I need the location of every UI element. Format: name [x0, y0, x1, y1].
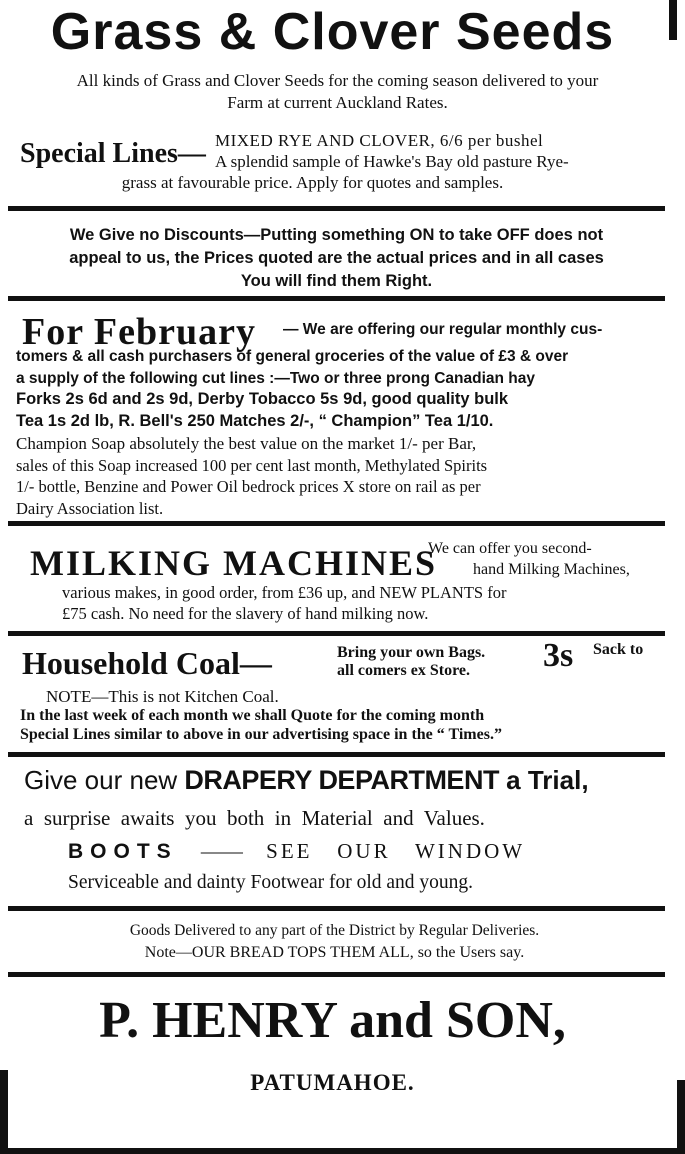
- footer-place: PATUMAHOE.: [250, 1070, 415, 1095]
- delivery-line: Note—OUR BREAD TOPS THEM ALL, so the Users say.: [144, 944, 525, 961]
- discounts-block: [12, 224, 661, 293]
- divider: [8, 296, 665, 301]
- coal-line: In the last week of each month we shall Quote for the coming month: [20, 707, 485, 724]
- special-line: A splendid sample of Hawke's Bay old pasture Rye-: [215, 152, 569, 171]
- february-line: sales of this Soap increased 100 per cent last month, Methylated Spirits: [16, 455, 488, 475]
- border-mark-bottom-right: [677, 1080, 685, 1154]
- boots-dash: ——: [200, 839, 243, 863]
- border-mark-top-right: [669, 0, 677, 40]
- coal-bags: [337, 644, 485, 680]
- coal-note: NOTE—This is not Kitchen Coal.: [46, 687, 279, 706]
- coal-heading: Household Coal—: [22, 645, 272, 681]
- special-lines-label: Special Lines—: [20, 138, 206, 169]
- divider: [8, 752, 665, 757]
- february-line: Forks 2s 6d and 2s 9d, Derby Tobacco 5s 9d, good quality bulk: [16, 390, 509, 409]
- february-line: tomers & all cash purchasers of general groceries of the value of £3 & over: [16, 348, 569, 365]
- drapery-text: Give our new: [24, 765, 185, 795]
- milking-detail: [62, 582, 663, 624]
- milking-line: various makes, in good order, from £36 up, and NEW PLANTS for: [62, 583, 507, 602]
- drapery-department: DRAPERY DEPARTMENT: [184, 765, 499, 795]
- special-line: MIXED RYE AND CLOVER, 6/6 per bushel: [215, 131, 544, 150]
- milking-line: hand Milking Machines,: [473, 561, 630, 578]
- divider: [8, 972, 665, 977]
- february-heading: For February: [22, 311, 256, 353]
- drapery-line: a surprise awaits you both in Material and Values.: [24, 806, 485, 830]
- milking-line: We can offer you second-: [428, 540, 592, 557]
- february-line: Champion Soap absolutely the best value on the market 1/- per Bar,: [16, 433, 477, 453]
- milking-line: £75 cash. No need for the slavery of hand milking now.: [62, 604, 429, 623]
- delivery-block: [12, 920, 657, 964]
- drapery-text: a Trial,: [498, 765, 589, 795]
- delivery-line: Goods Delivered to any part of the District by Regular Deliveries.: [129, 922, 540, 939]
- footer-name: P. HENRY and SON,: [99, 992, 566, 1049]
- coal-bags-line: all comers ex Store.: [337, 662, 470, 679]
- coal-body: [20, 706, 663, 744]
- discounts-line: appeal to us, the Prices quoted are the actual prices and in all cases: [69, 249, 604, 267]
- footwear-line: Serviceable and dainty Footwear for old and young.: [68, 872, 474, 893]
- coal-line: Special Lines similar to above in our advertising space in the “ Times.”: [20, 726, 502, 743]
- boots-label: BOOTS: [68, 840, 178, 863]
- grass-body-line: Farm at current Auckland Rates.: [227, 93, 448, 112]
- grass-body: [10, 70, 665, 114]
- grass-heading: Grass & Clover Seeds: [50, 3, 615, 61]
- february-line: a supply of the following cut lines :—Two or three prong Canadian hay: [16, 369, 535, 387]
- divider: [8, 206, 665, 211]
- divider: [8, 521, 665, 526]
- coal-bags-line: Bring your own Bags.: [337, 644, 486, 661]
- grass-body-line: All kinds of Grass and Clover Seeds for the coming season delivered to your: [76, 71, 599, 90]
- divider: [8, 906, 665, 911]
- discounts-line: You will find them Right.: [240, 272, 433, 290]
- drapery-heading: [24, 762, 665, 799]
- boots-line: [68, 836, 525, 867]
- special-line: grass at favourable price. Apply for quotes and samples.: [121, 173, 504, 192]
- coal-price: 3s: [543, 637, 574, 674]
- border-mark-bottom: [0, 1148, 685, 1154]
- special-lines-detail: [215, 130, 569, 172]
- milking-heading: MILKING MACHINES: [30, 543, 438, 583]
- coal-per-sack: Sack to: [593, 641, 644, 658]
- see-window: SEE OUR WINDOW: [266, 839, 526, 863]
- february-line: — We are offering our regular monthly cus-: [283, 321, 603, 338]
- february-line: Tea 1s 2d lb, R. Bell's 250 Matches 2/-, “ Champion” Tea 1/10.: [16, 412, 494, 431]
- milking-detail-right: [428, 538, 630, 580]
- february-line: 1/- bottle, Benzine and Power Oil bedrock prices X store on rail as per: [16, 477, 481, 497]
- discounts-line: We Give no Discounts—Putting something ON to take OFF does not: [69, 226, 604, 244]
- february-body: [16, 346, 663, 520]
- february-line: Dairy Association list.: [16, 498, 164, 518]
